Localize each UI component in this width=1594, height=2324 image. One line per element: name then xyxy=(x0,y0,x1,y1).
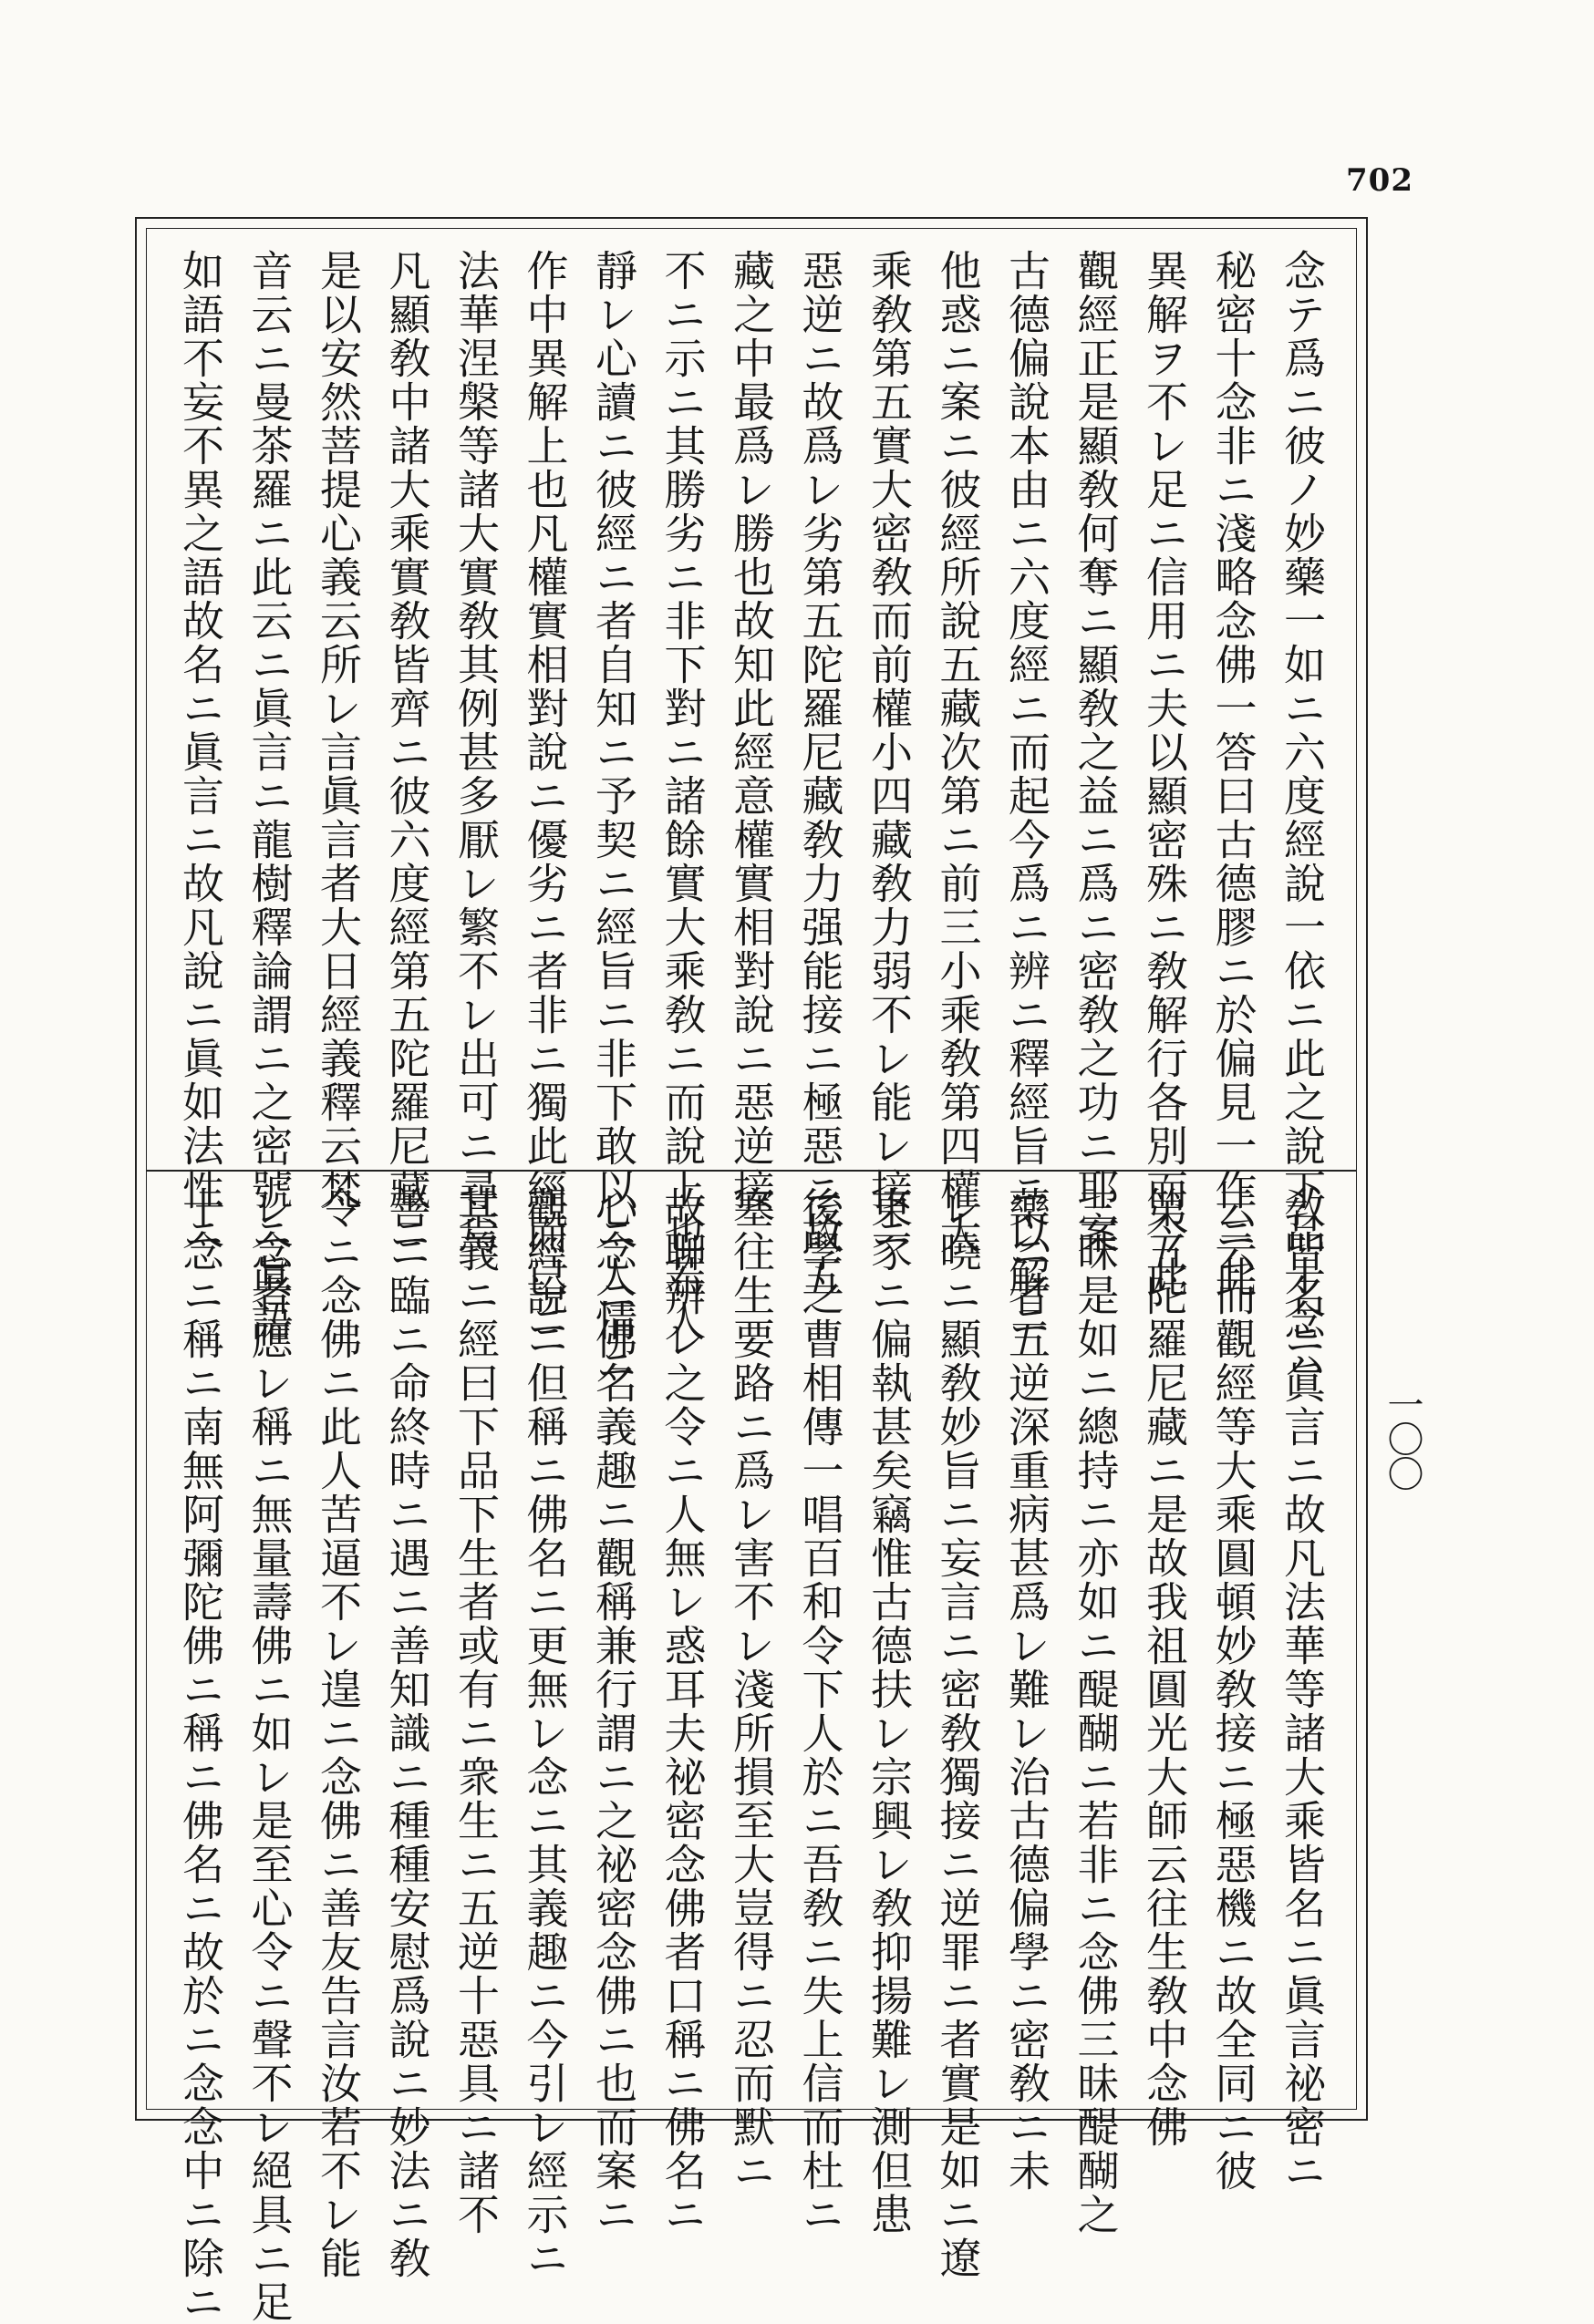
text-column: 藏之中最爲レ勝也故知此經意權實相對說ニ惡逆接 xyxy=(727,249,776,1212)
text-column: 音云ニ曼茶羅ニ此云ニ眞言ニ龍樹釋論謂ニ之密號ニ眞語 xyxy=(244,249,295,1343)
text-column: 靜レ心讀ニ彼經ニ者自知ニ予契ニ經旨ニ非下敢以ニ人情ニ xyxy=(589,249,638,1387)
text-column: 秘密十念非ニ淺略念佛一答曰古德膠ニ於偏見一作ニ此 xyxy=(1208,249,1258,1299)
text-column: 如語不妄不異之語故名ニ眞言ニ故凡說ニ眞如法性ニ xyxy=(176,249,225,1255)
section-divider xyxy=(147,1170,1356,1172)
text-column: 云云而觀經等大乘圓頓妙敎接ニ極惡機ニ故全同ニ彼 xyxy=(1208,1186,1258,2193)
text-column: 藥ニ者五逆深重病甚爲レ難レ治古德偏學ニ密敎ニ未 xyxy=(1002,1186,1051,2193)
text-column: 法華涅槃等諸大實敎其例甚多厭レ繁不レ出可ニ尋焉 xyxy=(451,249,501,1255)
upper-text-block xyxy=(176,249,1327,1387)
text-column: 令ニ念佛ニ此人苦逼不レ遑ニ念佛ニ善友告言汝若不レ能 xyxy=(314,1186,363,2280)
text-column: 心念ニ佛名義趣ニ觀稱兼行謂ニ之祕密念佛ニ也而案ニ xyxy=(589,1186,638,2236)
text-column: 古德偏說本由ニ六度經ニ而起今爲ニ辨ニ釋經旨ニ以解ニ xyxy=(1002,249,1051,1343)
text-column: 敎皆名ニ眞言ニ故凡法華等諸大乘皆名ニ眞言祕密ニ xyxy=(1278,1186,1327,2193)
text-column: 善ニ臨ニ命終時ニ遇ニ善知識ニ種種安慰爲說ニ妙法ニ敎 xyxy=(382,1186,432,2280)
page-number: 702 xyxy=(1346,162,1413,199)
text-area xyxy=(146,228,1357,2324)
side-page-number: 一〇〇 xyxy=(1382,1386,1423,1490)
text-column: 他惑ニ案ニ彼經所說五藏次第ニ前三小乘敎第四權大 xyxy=(933,249,983,1255)
text-column: 觀經說ニ但稱ニ佛名ニ更無レ念ニ其義趣ニ今引レ經示ニ xyxy=(520,1186,570,2280)
text-column: 第五陀羅尼藏ニ是故我祖圓光大師云往生敎中念佛 xyxy=(1140,1186,1189,2149)
text-column: レ念者應レ稱ニ無量壽佛ニ如レ是至心令ニ聲不レ絕具ニ足 xyxy=(244,1186,295,2324)
text-column: 後學之曹相傳一唱百和令下人於ニ吾敎ニ失上信而杜ニ xyxy=(795,1186,845,2236)
text-column: 塞往生要路ニ爲レ害不レ淺所損至大豈得ニ忍而默ニ xyxy=(727,1186,776,2193)
text-column: レ曉ニ顯敎妙旨ニ妄言ニ密敎獨接ニ逆罪ニ者實是如ニ遼 xyxy=(933,1186,983,2280)
text-column: 異解ヲ不レ足ニ信用ニ夫以顯密殊ニ敎解行各別而今此 xyxy=(1140,249,1189,1299)
text-column: 十念ニ稱ニ南無阿彌陀佛ニ稱ニ佛名ニ故於ニ念念中ニ除ニ xyxy=(176,1186,225,2324)
text-column: 是以安然菩提心義云所レ言眞言者大日經義釋云梵 xyxy=(314,249,363,1212)
text-column: 作中異解上也凡權實相對說ニ優劣ニ者非ニ獨此經而已ニ xyxy=(520,249,570,1343)
text-column: 其義ニ經曰下品下生者或有ニ衆生ニ五逆十惡具ニ諸不 xyxy=(451,1186,501,2236)
text-column: 觀經正是顯敎何奪ニ顯敎之益ニ爲ニ密敎之功ニ耶案 xyxy=(1071,249,1121,1255)
text-column: 三昧是如ニ總持ニ亦如ニ醍醐ニ若非ニ念佛三昧醍醐之 xyxy=(1071,1186,1121,2236)
lower-text-block xyxy=(176,1186,1327,2324)
text-column: 故聊辨レ之令ニ人無レ惑耳夫祕密念佛者口稱ニ佛名ニ xyxy=(657,1186,708,2236)
page-frame xyxy=(135,217,1368,2324)
text-column: 乘敎第五實大密敎而前權小四藏敎力弱不レ能レ接ニ xyxy=(864,249,914,1255)
text-column: 不ニ示ニ其勝劣ニ非下對ニ諸餘實大乘敎ニ而說上也若人 xyxy=(657,249,708,1343)
text-column: 念テ爲ニ彼ノ妙藥一如ニ六度經說一依ニ此之說下品十念ハ xyxy=(1278,249,1327,1387)
text-column: 東豕ニ偏執甚矣竊惟古德扶レ宗興レ敎抑揚難レ測但患 xyxy=(864,1186,914,2236)
text-column: 惡逆ニ故爲レ劣第五陀羅尼藏敎力强能接ニ極惡ニ故五 xyxy=(795,249,845,1299)
text-column: 凡顯敎中諸大乘實敎皆齊ニ彼六度經第五陀羅尼藏ニ xyxy=(382,249,432,1255)
